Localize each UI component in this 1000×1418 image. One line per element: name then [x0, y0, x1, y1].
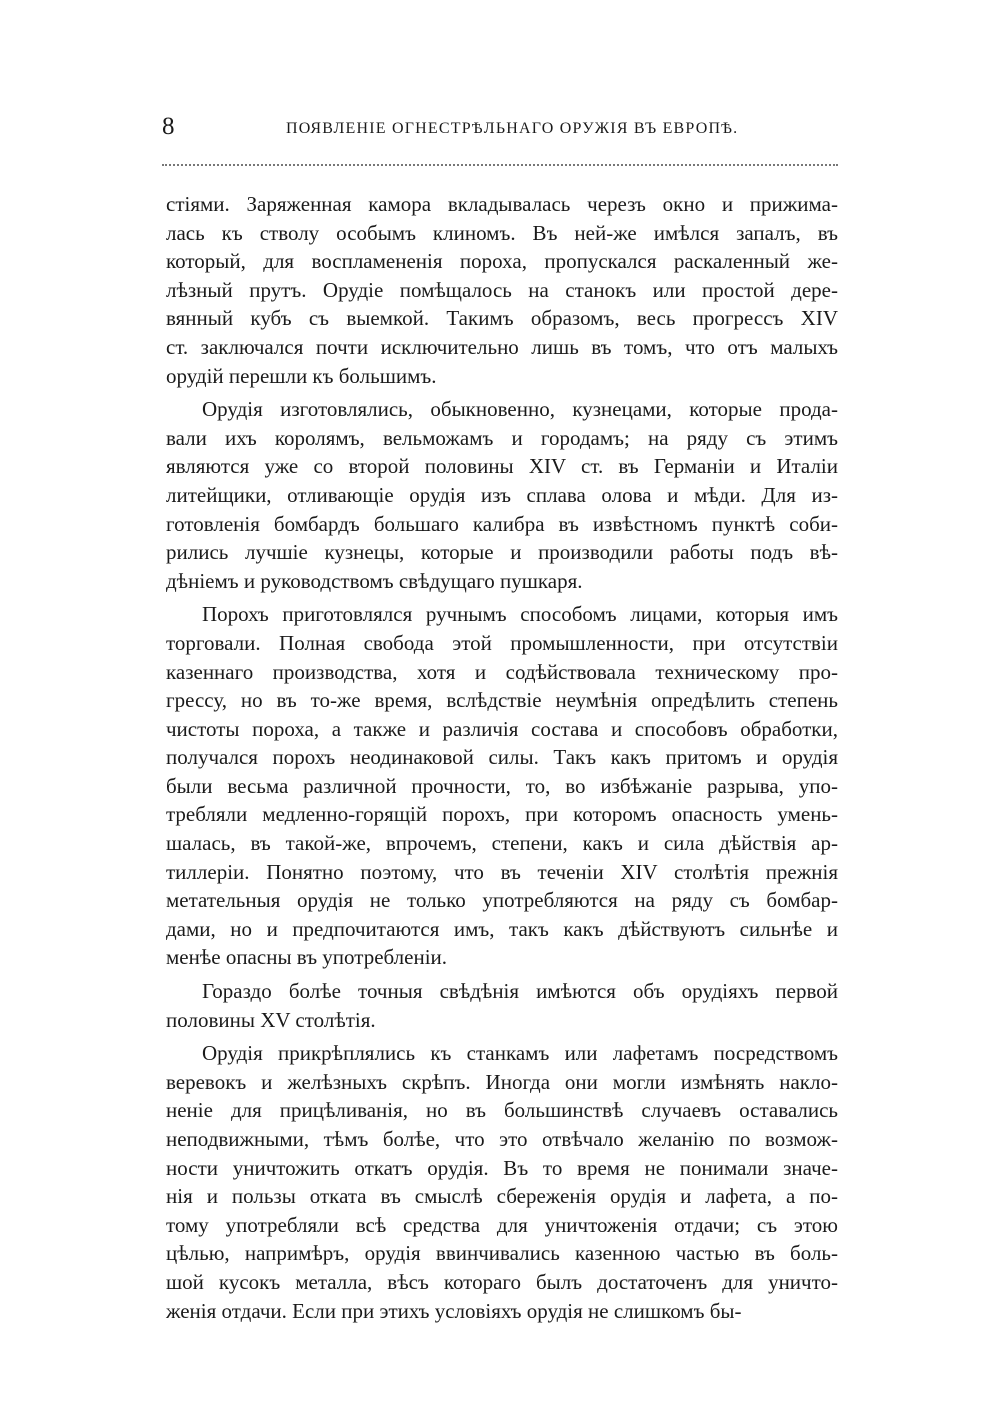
text-line: орудій перешли къ большимъ.: [166, 363, 437, 388]
text-line: Порохъ приготовлялся ручнымъ способомъ лицами, которыя имъ: [202, 602, 838, 627]
paragraph: [166, 395, 838, 595]
text-line: вали ихъ королямъ, вельможамъ и городамъ; на ряду съ этимъ: [166, 425, 838, 450]
text-line: литейщики, отливающіе орудія изъ сплава олова и мѣди. Для из-: [166, 482, 838, 507]
text-line: веревокъ и желѣзныхъ скрѣпъ. Иногда они могли измѣнять накло-: [166, 1069, 838, 1094]
text-line: женія отдачи. Если при этихъ условіяхъ орудія не слишкомъ бы-: [166, 1298, 742, 1323]
paragraph: [166, 977, 838, 1034]
text-line: который, для воспламененія пороха, пропускался раскаленный же-: [166, 249, 838, 274]
paragraph: [166, 190, 838, 390]
text-line: ности уничтожить откатъ орудія. Въ то время не понимали значе-: [166, 1155, 838, 1180]
text-line: метательныя орудія не только употребляются на ряду съ бомбар-: [166, 888, 838, 913]
text-line: казеннаго производства, хотя и содѣйствовала техническому про-: [166, 659, 838, 684]
text-line: Орудія прикрѣплялись къ станкамъ или лафетамъ посредствомъ: [202, 1041, 838, 1066]
text-line: были весьма различной прочности, то, во избѣжаніе разрыва, упо-: [166, 773, 838, 798]
body-text: [166, 190, 838, 1325]
text-line: тиллеріи. Понятно поэтому, что въ теченіи XIV столѣтія прежнія: [166, 859, 838, 884]
text-line: Орудія изготовлялись, обыкновенно, кузнецами, которые прода-: [202, 397, 838, 422]
header-rule: [162, 164, 838, 166]
text-line: дами, но и предпочитаются имъ, такъ какъ дѣйствуютъ сильнѣе и: [166, 916, 838, 941]
text-line: неподвижными, тѣмъ болѣе, что это отвѣчало желанію по возмож-: [166, 1127, 838, 1151]
running-head: ПОЯВЛЕНІЕ ОГНЕСТРѢЛЬНАГО ОРУЖІЯ ВЪ ЕВРОПѢ.: [286, 120, 739, 137]
text-line: чистоты пороха, а также и различія состава и способовъ обработки,: [166, 716, 838, 741]
text-line: Гораздо болѣе точныя свѣдѣнія имѣются объ орудіяхъ первой: [202, 979, 838, 1004]
text-line: неніе для прицѣливанія, но въ большинствѣ случаевъ оставались: [166, 1098, 838, 1123]
text-line: рились лучшіе кузнецы, которые и производили работы подъ вѣ-: [166, 540, 838, 565]
text-line: шалась, въ такой-же, впрочемъ, степени, какъ и сила дѣйствія ар-: [166, 831, 838, 856]
text-line: половины XV столѣтія.: [166, 1007, 376, 1032]
paragraph: [166, 1039, 838, 1325]
paragraph: [166, 600, 838, 972]
text-line: шой кусокъ металла, вѣсъ котораго былъ достаточенъ для уничто-: [166, 1269, 838, 1294]
text-line: готовленія бомбардъ большаго калибра въ извѣстномъ пунктѣ соби-: [166, 511, 838, 536]
text-line: цѣлью, напримѣръ, орудія ввинчивались казенною частью въ боль-: [166, 1241, 838, 1266]
text-line: менѣе опасны въ употребленіи.: [166, 945, 448, 970]
text-line: дѣніемъ и руководствомъ свѣдущаго пушкаря.: [166, 568, 583, 593]
text-line: являются уже со второй половины XIV ст. въ Германіи и Италіи: [166, 454, 838, 479]
text-line: получался порохъ неодинаковой силы. Такъ какъ притомъ и орудія: [166, 745, 838, 770]
text-line: тому употребляли всѣ средства для уничтоженія отдачи; съ этою: [166, 1212, 838, 1237]
text-line: стіями. Заряженная камора вкладывалась черезъ окно и прижима-: [166, 192, 838, 216]
text-line: грессу, но въ то-же время, вслѣдствіе неумѣнія опредѣлить степень: [166, 688, 838, 713]
text-line: вянный кубъ съ выемкой. Такимъ образомъ, весь прогрессъ XIV: [166, 306, 838, 331]
text-line: ст. заключался почти исключительно лишь въ томъ, что отъ малыхъ: [166, 334, 838, 359]
text-line: торговали. Полная свобода этой промышленности, при отсутствіи: [166, 630, 838, 655]
text-line: лась къ стволу особымъ клиномъ. Въ ней-же имѣлся запалъ, въ: [166, 220, 838, 245]
text-line: требляли медленно-горящій порохъ, при которомъ опасность умень-: [166, 802, 838, 827]
text-line: лѣзный прутъ. Орудіе помѣщалось на станокъ или простой дере-: [166, 277, 838, 302]
page-number: 8: [162, 113, 175, 140]
text-line: нія и пользы отката въ смыслѣ сбереженія орудія и лафета, а по-: [166, 1184, 838, 1209]
page-header: [162, 112, 838, 146]
